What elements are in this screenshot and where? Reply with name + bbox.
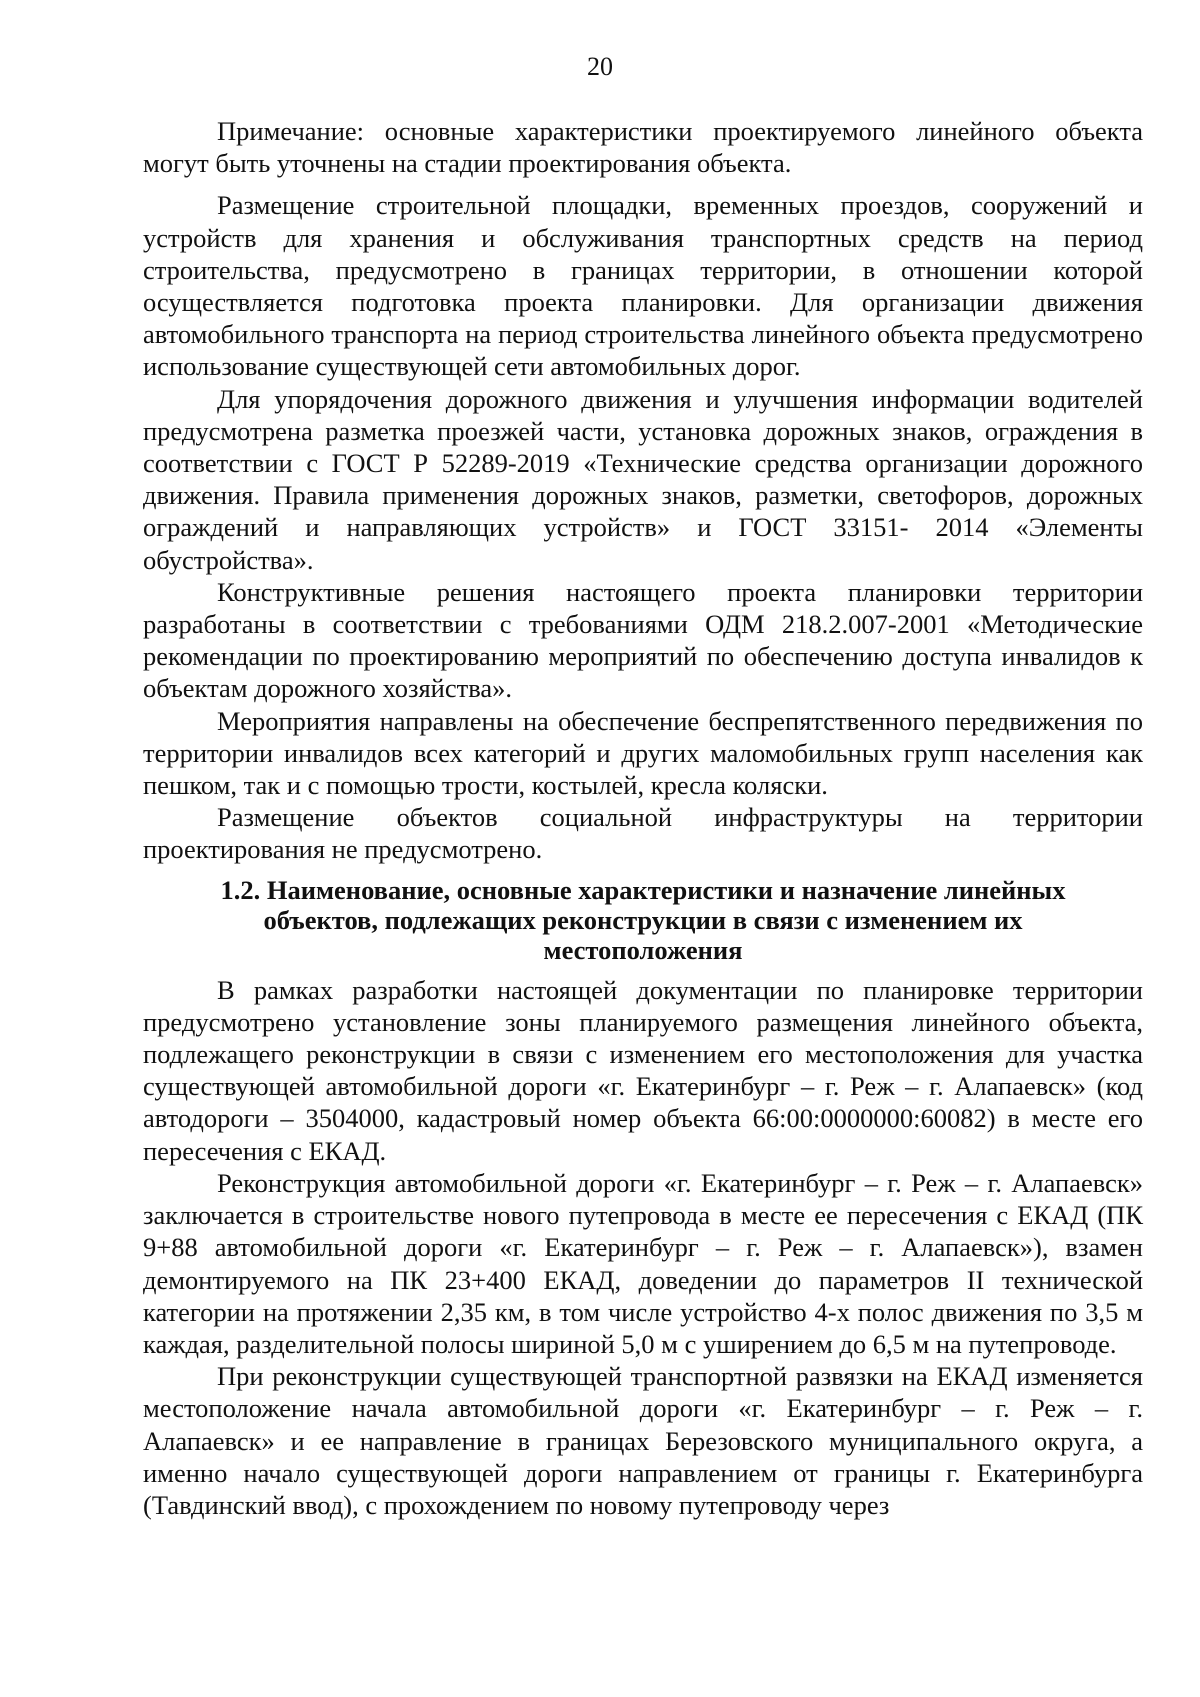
body-paragraph: Конструктивные решения настоящего проекта планировки территории разработаны в соответствии с требованиями ОДМ 218.2.007-2001 «Методические рекомендации по проектированию мероприятий по обеспечению доступа инвалидов к объектам дорожного хозяйства». xyxy=(143,576,1143,704)
body-paragraph: Размещение строительной площадки, временных проездов, сооружений и устройств для хранения и обслуживания транспортных средств на период строительства, предусмотрено в границах территории, в отношении которой осуществляется подготовка проекта планировки. Для организации движения автомобильного транспорта на период строительства линейного объекта предусмотрено использование существующей сети автомобильных дорог. xyxy=(143,190,1143,382)
section-heading: 1.2. Наименование, основные характеристики и назначение линейных объектов, подлежащих реконструкции в связи с изменением их местоположения xyxy=(220,874,1066,965)
note-paragraph: Примечание: основные характеристики проектируемого линейного объекта могут быть уточнены на стадии проектирования объекта. xyxy=(143,116,1143,179)
body-paragraph: Реконструкция автомобильной дороги «г. Екатеринбург – г. Реж – г. Алапаевск» заключается в строительстве нового путепровода в месте ее пересечения с ЕКАД (ПК 9+88 автомобильной дороги «г. Екатеринбург – г. Реж – г. Алапаевск»), взамен демонтируемого на ПК 23+400 ЕКАД, доведении до параметров II технической категории на протяжении 2,35 км, в том числе устройство 4-х полос движения по 3,5 м каждая, разделительной полосы шириной 5,0 м с уширением до 6,5 м на путепроводе. xyxy=(143,1167,1143,1359)
document-body xyxy=(143,115,1143,1521)
body-paragraph: Для упорядочения дорожного движения и улучшения информации водителей предусмотрена разметка проезжей части, установка дорожных знаков, ограждения в соответствии с ГОСТ Р 52289-2019 «Технические средства организации дорожного движения. Правила применения дорожных знаков, разметки, светофоров, дорожных ограждений и направляющих устройств» и ГОСТ 33151- 2014 «Элементы обустройства». xyxy=(143,383,1143,575)
body-paragraph: В рамках разработки настоящей документации по планировке территории предусмотрено установление зоны планируемого размещения линейного объекта, подлежащего реконструкции в связи с изменением его местоположения для участка существующей автомобильной дороги «г. Екатеринбург – г. Реж – г. Алапаевск» (код автодороги – 3504000, кадастровый номер объекта 66:00:0000000:60082) в месте его пересечения с ЕКАД. xyxy=(143,974,1143,1166)
body-paragraph: Размещение объектов социальной инфраструктуры на территории проектирования не предусмотрено. xyxy=(143,802,1143,865)
page-number: 20 xyxy=(587,52,613,81)
body-paragraph: Мероприятия направлены на обеспечение беспрепятственного передвижения по территории инвалидов всех категорий и других маломобильных групп населения как пешком, так и с помощью трости, костылей, кресла коляски. xyxy=(143,705,1143,801)
body-paragraph: При реконструкции существующей транспортной развязки на ЕКАД изменяется местоположение начала автомобильной дороги «г. Екатеринбург – г. Реж – г. Алапаевск» и ее направление в границах Березовского муниципального округа, а именно начало существующей дороги направлением от границы г. Екатеринбурга (Тавдинский ввод), с прохождением по новому путепроводу через xyxy=(143,1361,1143,1520)
